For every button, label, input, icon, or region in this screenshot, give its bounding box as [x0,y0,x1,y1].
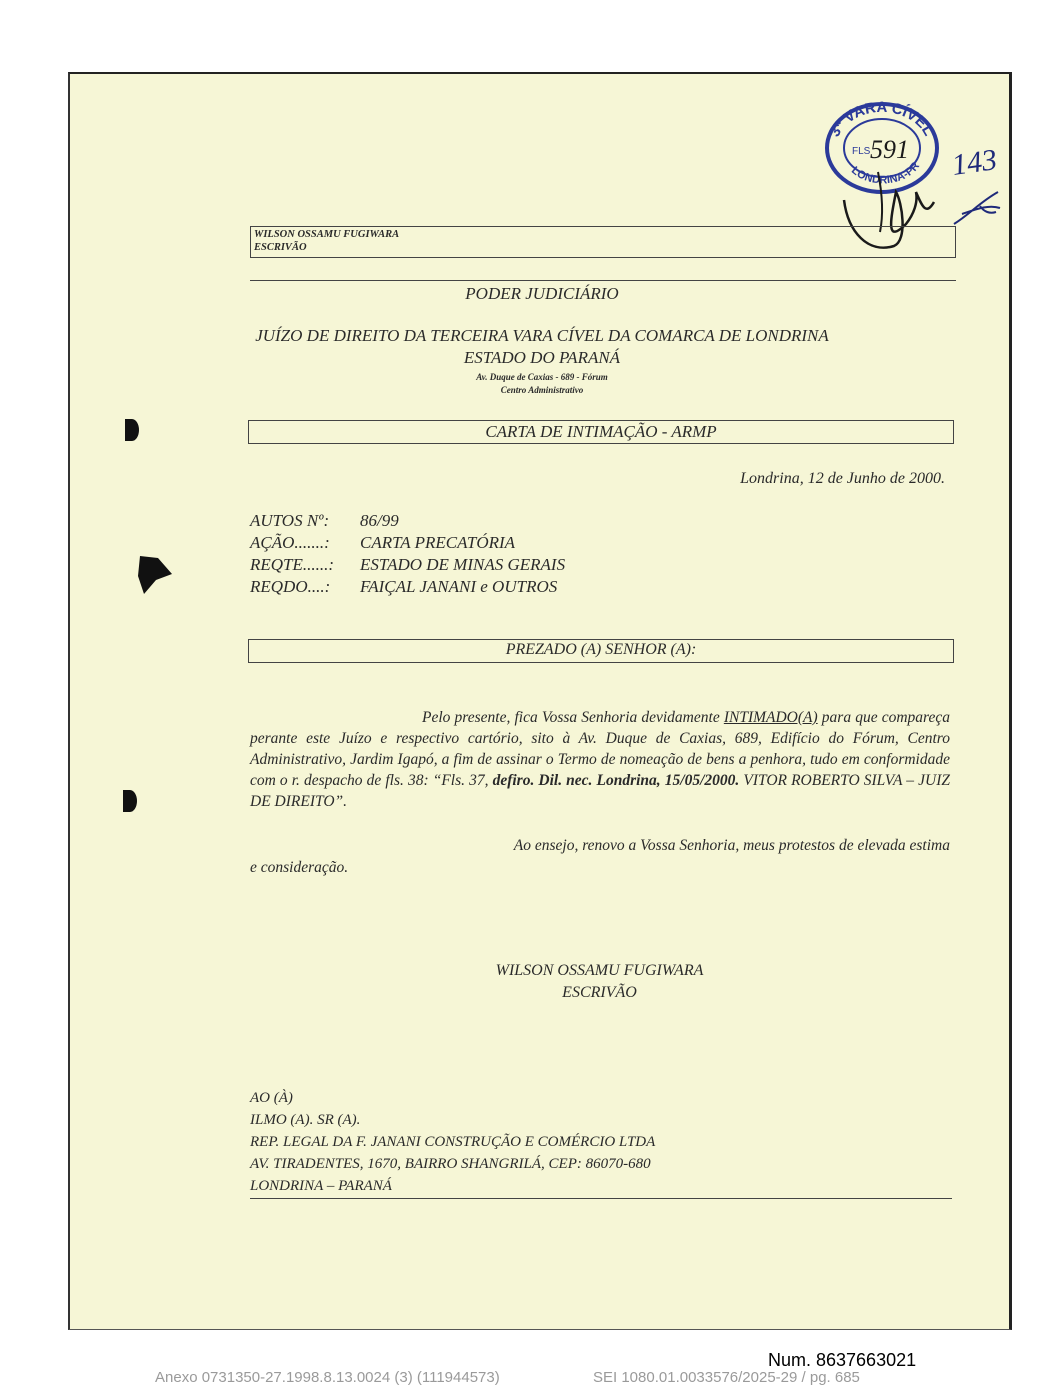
addressee-line-3: REP. LEGAL DA F. JANANI CONSTRUÇÃO E COMÉRCIO LTDA [250,1134,656,1150]
case-value-acao: CARTA PRECATÓRIA [360,533,516,552]
stamp-page-number: 591 [870,135,909,164]
doc-title: CARTA DE INTIMAÇÃO - ARMP [485,422,717,441]
date-line: Londrina, 12 de Junho de 2000. [740,470,945,487]
salutation: PREZADO (A) SENHOR (A): [505,641,697,658]
court-address-line1: Av. Duque de Caxias - 689 - Fórum [476,372,608,382]
addressee-rule [250,1198,952,1199]
court-title-line1: JUÍZO DE DIREITO DA TERCEIRA VARA CÍVEL DA COMARCA DE LONDRINA [255,326,829,345]
footer-document-number: Num. 8637663021 [768,1350,917,1370]
court-address-line2: Centro Administrativo [500,385,584,395]
body-p1-judge: VITOR ROBERTO SILVA – JUIZ DE DIREITO”. [250,772,950,810]
header-clerk-box [250,226,956,258]
body-paragraph-1 [250,707,950,812]
body-p1-rest: para que compareça perante este Juízo e respectivo cartório, sito à Av. Duque de Caxias, 689, Edifício do Fórum, Centro Administrativo, Jardim Igapó, a fim de assinar o Termo de nomeação de bens a penhora, tudo em conformidade com o r. despacho de fls. 38: “Fls. 37, [250,709,951,789]
stamp-ring-top: 3ª VARA CÍVEL [826,98,938,140]
court-power-heading: PODER JUDICIÁRIO [465,284,619,303]
document-paper [68,72,1012,1330]
punch-hole [123,790,137,812]
margin-initials-scribble [950,184,1006,228]
punch-hole [125,419,139,441]
body-p1-emphasis: INTIMADO(A) [723,709,818,726]
case-value-reqdo: FAIÇAL JANANI e OUTROS [360,577,558,596]
stamp-ring-bottom: LONDRINA-PR [848,160,923,187]
body-p1-dispatch: defiro. Dil. nec. Londrina, 15/05/2000. [492,772,740,789]
signature-name: WILSON OSSAMU FUGIWARA [495,962,704,979]
ink-blot-mark [136,554,176,598]
margin-page-number: 143 [949,143,1000,182]
header-clerk-role: ESCRIVÃO [254,242,307,253]
court-title-line2: ESTADO DO PARANÁ [463,348,621,367]
case-label-acao: AÇÃO.......: [250,533,330,552]
case-label-reqdo: REQDO....: [250,577,331,596]
body-paragraph-2-lead: Ao ensejo, renovo a Vossa Senhoria, meus protestos de elevada estima [513,837,950,854]
case-label-autos: AUTOS Nº: [250,511,330,530]
footer-anexo: Anexo 0731350-27.1998.8.13.0024 (3) (111944573) [155,1369,500,1386]
case-label-reqte: REQTE......: [250,555,335,574]
case-value-reqte: ESTADO DE MINAS GERAIS [360,555,566,574]
doc-title-box [248,420,954,444]
body-p1-lead: Pelo presente, fica Vossa Senhoria devidamente [422,709,724,726]
salutation-box [248,639,954,663]
stamp-fls-label: FLS [852,146,871,157]
body-paragraph-2-rest: e consideração. [250,859,349,876]
addressee-line-1: AO (À) [250,1090,293,1106]
case-value-autos: 86/99 [360,511,399,530]
addressee-line-2: ILMO (A). SR (A). [250,1112,361,1128]
header-rule [250,280,956,281]
addressee-line-5: LONDRINA – PARANÁ [250,1178,392,1194]
addressee-line-4: AV. TIRADENTES, 1670, BAIRRO SHANGRILÁ, CEP: 86070-680 [250,1156,651,1172]
signature-role: ESCRIVÃO [562,984,637,1001]
footer-sei: SEI 1080.01.0033576/2025-29 / pg. 685 [593,1369,860,1386]
header-clerk-name: WILSON OSSAMU FUGIWARA [254,229,400,240]
